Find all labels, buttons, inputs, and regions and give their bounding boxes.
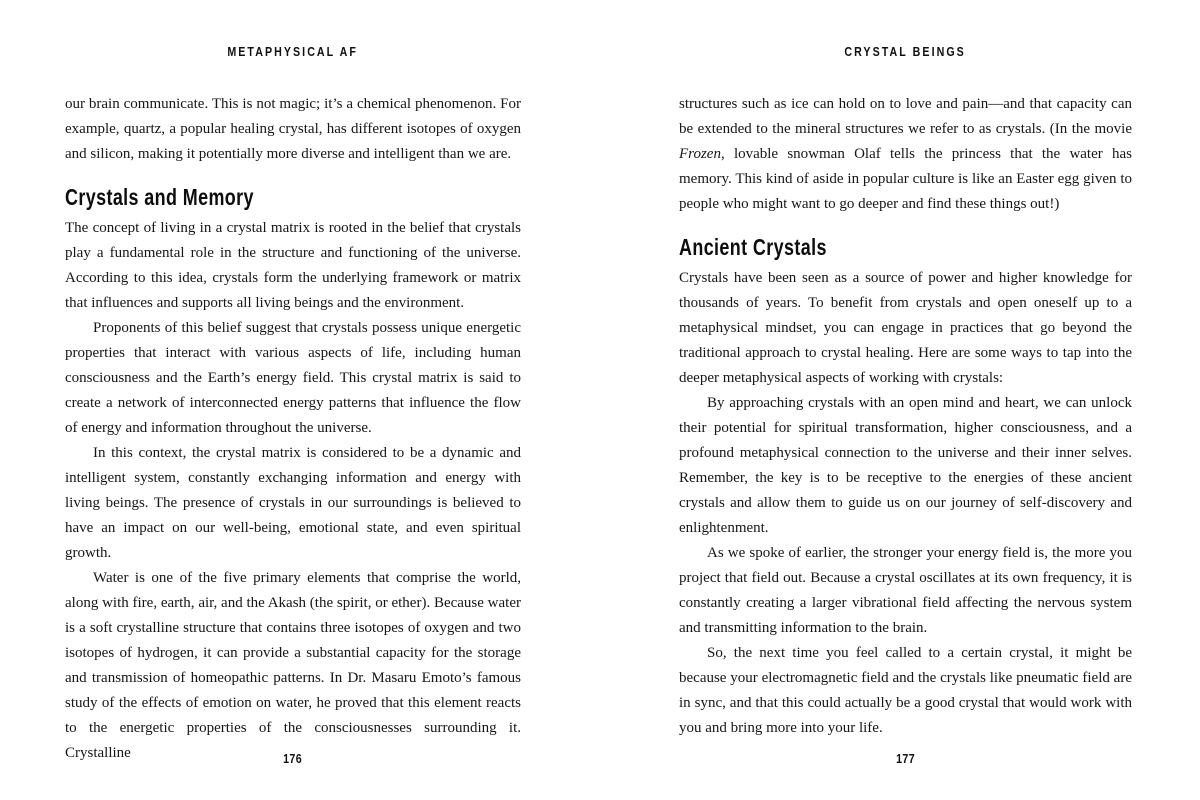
right-page xyxy=(679,0,1132,800)
paragraph-text: structures such as ice can hold on to love and pain—and that capacity can be extended to the mineral structures we refer to as crystals. (In the movie xyxy=(679,96,1132,137)
left-running-head xyxy=(65,44,521,59)
right-page-number xyxy=(679,751,1132,766)
section-heading-crystals-and-memory xyxy=(65,184,521,210)
section-heading-text: Ancient Crystals xyxy=(679,234,827,260)
paragraph-continuation: our brain communicate. This is not magic; it’s a chemical phenomenon. For example, quartz, a popular healing crystal, has different isotopes of oxygen and silicon, making it potentially more diverse and intelligent than we are. xyxy=(65,96,521,162)
right-page-number-text: 177 xyxy=(895,751,916,766)
paragraph-text: , lovable snowman Olaf tells the princess that the water has memory. This kind of aside in popular culture is like an Easter egg given to people who might want to go deeper and find these things out!) xyxy=(679,146,1132,212)
paragraph-continuation xyxy=(679,92,1132,217)
paragraph: So, the next time you feel called to a certain crystal, it might be because your electromagnetic field and the crystals like pneumatic field are in sync, and that this could actually be a good crystal that would work with you and bring more into your life. xyxy=(679,645,1132,736)
paragraph: The concept of living in a crystal matrix is rooted in the belief that crystals play a fundamental role in the structure and functioning of the universe. According to this idea, crystals form the underlying framework or matrix that influences and supports all living beings and the environment. xyxy=(65,220,521,311)
movie-title-italic: Frozen xyxy=(679,146,721,162)
section-heading-ancient-crystals xyxy=(679,234,1132,260)
section-heading-text: Crystals and Memory xyxy=(65,184,254,210)
left-running-head-text: METAPHYSICAL AF xyxy=(227,44,359,59)
right-running-head-text: CRYSTAL BEINGS xyxy=(844,44,967,59)
left-page xyxy=(65,0,521,800)
right-running-head xyxy=(679,44,1132,59)
paragraph: Water is one of the five primary elements that comprise the world, along with fire, earth, air, and the Akash (the spirit, or ether). Because water is a soft crystalline structure that contains three isotopes of oxygen and two isotopes of hydrogen, it can provide a substantial capacity for the storage and transmission of homeopathic patterns. In Dr. Masaru Emoto’s famous study of the effects of emotion on water, he proved that this element reacts to the energetic properties of the consciousnesses surrounding it. Crystalline xyxy=(65,570,521,761)
left-page-body xyxy=(65,92,521,766)
paragraph: As we spoke of earlier, the stronger your energy field is, the more you project that field out. Because a crystal oscillates at its own frequency, it is constantly creating a larger vibrational field affecting the nervous system and transmitting information to the brain. xyxy=(679,545,1132,636)
paragraph: Proponents of this belief suggest that crystals possess unique energetic properties that interact with various aspects of life, including human consciousness and the Earth’s energy field. This crystal matrix is said to create a network of interconnected energy patterns that influence the flow of energy and information throughout the universe. xyxy=(65,320,521,436)
left-page-number-text: 176 xyxy=(283,751,303,766)
paragraph: By approaching crystals with an open mind and heart, we can unlock their potential for spiritual transformation, higher consciousness, and a profound metaphysical connection to the universe and their inner selves. Remember, the key is to be receptive to the energies of these ancient crystals and allow them to guide us on our journey of self-discovery and enlightenment. xyxy=(679,395,1132,536)
paragraph: In this context, the crystal matrix is considered to be a dynamic and intelligent system, constantly exchanging information and energy with living beings. The presence of crystals in our surroundings is believed to have an impact on our well-being, emotional state, and even spiritual growth. xyxy=(65,445,521,561)
paragraph: Crystals have been seen as a source of power and higher knowledge for thousands of years. To benefit from crystals and open oneself up to a metaphysical mindset, you can engage in practices that go beyond the traditional approach to crystal healing. Here are some ways to tap into the deeper metaphysical aspects of working with crystals: xyxy=(679,270,1132,386)
left-page-number xyxy=(65,751,521,766)
right-page-body xyxy=(679,92,1132,741)
